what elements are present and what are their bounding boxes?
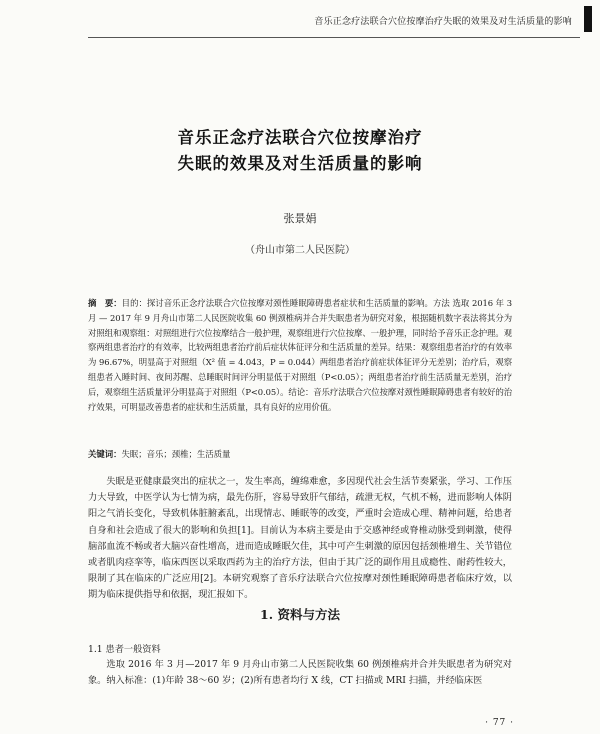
intro-paragraph: 失眠是亚健康最突出的症状之一，发生率高，缠绵难愈，多因现代社会生活节奏紧张，学习、工作压力大导致，中医学认为七情为病，最先伤肝，容易导致肝气郁结，疏泄无权，气机不畅，进而影响人体阴阳之气消长变化，导致机体脏腑紊乱，出现情志、睡眠等的改变，严重时会造成心理、精神问题，给患者自身和社会造成了很大的影响和负担[1]。目前认为本病主要是由于交感神经或脊椎动脉受到刺激，使得脑部血流不畅或者大脑兴奋性增高，进而造成睡眠欠佳，其中可产生刺激的原因包括颈椎增生、关节错位或者肌肉痉挛等，临床西医以采取西药为主的治疗方法，但由于其广泛的副作用且成瘾性、耐药性较大，限制了其在临床的广泛应用[2]。本研究观察了音乐疗法联合穴位按摩对颈性睡眠障碍患者临床疗效，以期为临床提供指导和依据，现汇报如下。: [88, 476, 512, 601]
author-affiliation: （舟山市第二人民医院）: [245, 245, 355, 256]
paper-title-line-1: 音乐正念疗法联合穴位按摩治疗: [177, 128, 423, 147]
abstract: [88, 296, 512, 414]
running-title: 音乐正念疗法联合穴位按摩治疗失眠的效果及对生活质量的影响: [314, 17, 572, 27]
paper-title-line-2: 失眠的效果及对生活质量的影响: [177, 154, 423, 173]
abstract-label: 摘 要：: [88, 298, 122, 308]
running-header: [0, 0, 600, 38]
keywords: [88, 448, 512, 460]
section-paragraph: 选取 2016 年 3 月—2017 年 9 月舟山市第二人民医院收集 60 例颈椎病并合并失眠患者为研究对象。纳入标准：(1)年龄 38～60 岁；(2)所有患者均行 X 线，CT 扫描或 MRI 扫描，并经临床医: [88, 659, 512, 687]
header-corner-mark: [584, 6, 592, 32]
keywords-text: 失眠；音乐；颈椎；生活质量: [121, 449, 231, 459]
section-heading: 1. 资料与方法: [260, 607, 340, 622]
header-rule: [88, 37, 580, 38]
page-number: · 77 ·: [485, 718, 514, 728]
abstract-text: 目的：探讨音乐正念疗法联合穴位按摩对颈性睡眠障碍患者症状和生活质量的影响。方法 选取 2016 年 3 月 — 2017 年 9 月舟山市第二人民医院收集 60 例颈椎病并合并失眠患者为研究对象，根据随机数字表法将其分为对照组和观察组：对照组进行穴位按摩结合一般护理，观察组进行穴位按摩、一般护理，同时给予音乐正念护理。观察两组患者治疗的有效率，比较两组患者治疗前后症状体征评分和生活质量的差异。结果：观察组患者治疗的有效率为 96.67%，明显高于对照组（X² 值 = 4.043，P = 0.044）两组患者治疗前症状体征评分无差别；治疗后，观察组患者入睡时间、夜间苏醒、总睡眠时间评分明显低于对照组（P<0.05）；两组患者治疗前生活质量无差别，治疗后，观察组生活质量评分明显高于对照组（P<0.05）。结论：音乐疗法联合穴位按摩对颈性睡眠障碍患者有较好的治疗效果，可明显改善患者的症状和生活质量，具有良好的应用价值。: [88, 298, 512, 412]
keywords-label: 关键词：: [88, 449, 122, 459]
author-name: 张景娟: [283, 212, 317, 225]
subsection-heading: 1.1 患者一般资料: [88, 644, 161, 655]
